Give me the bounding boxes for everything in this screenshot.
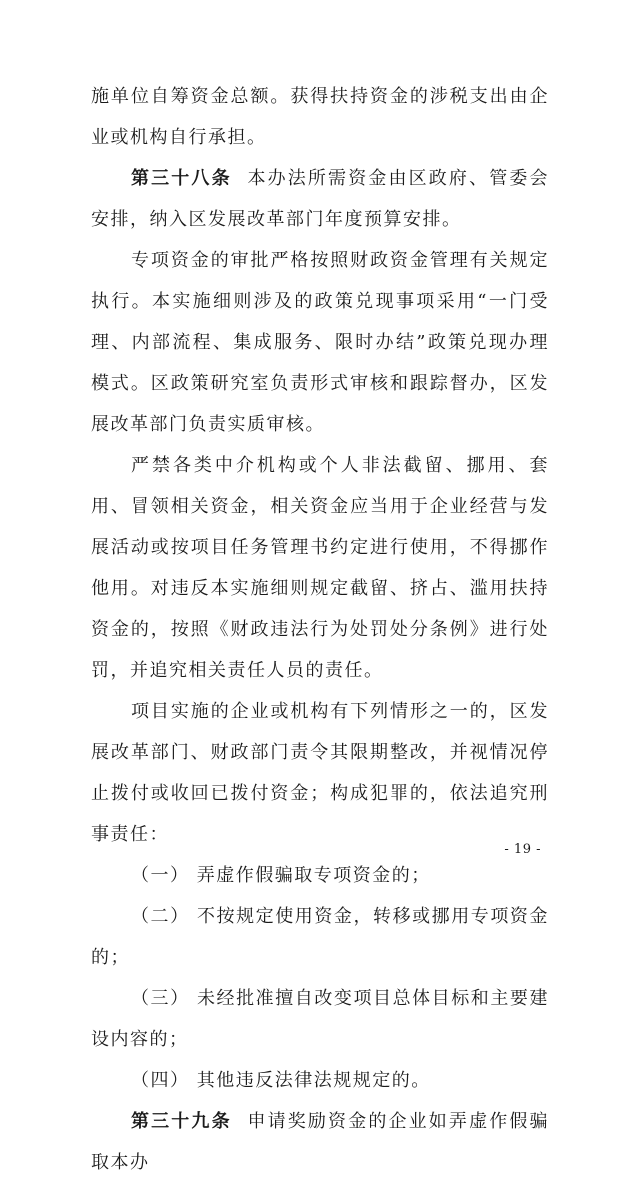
- paragraph-5: [91, 691, 549, 855]
- document-body: [91, 76, 549, 1183]
- list-item-4: [91, 1060, 549, 1101]
- paragraph-1-text: 施单位自筹资金总额。获得扶持资金的涉税支出由企业或机构自行承担。: [91, 86, 549, 148]
- article-38-heading: 第三十八条: [131, 168, 232, 189]
- paragraph-4: [91, 445, 549, 691]
- list-item-1: [91, 855, 549, 896]
- paragraph-3: [91, 240, 549, 445]
- page-number: - 19 -: [504, 842, 541, 857]
- list-item-1-text: （一） 弄虚作假骗取专项资金的；: [131, 865, 431, 886]
- article-38-text: 本办法所需资金由区政府、管委会安排，纳入区发展改革部门年度预算安排。: [91, 168, 549, 230]
- list-item-2: [91, 896, 549, 978]
- paragraph-4-text: 严禁各类中介机构或个人非法截留、挪用、套用、冒领相关资金，相关资金应当用于企业经营与发展活动或按项目任务管理书约定进行使用，不得挪作他用。对违反本实施细则规定截留、挤占、滥用扶持资金的，按照《财政违法行为处罚处分条例》进行处罚，并追究相关责任人员的责任。: [91, 455, 549, 681]
- paragraph-article-39: [91, 1101, 549, 1183]
- list-item-2-text: （二） 不按规定使用资金，转移或挪用专项资金的；: [91, 906, 549, 968]
- list-item-4-text: （四） 其他违反法律法规规定的。: [131, 1070, 431, 1091]
- paragraph-1: [91, 76, 549, 158]
- article-39-text: 申请奖励资金的企业如弄虚作假骗取本办: [91, 1111, 549, 1173]
- paragraph-3-text: 专项资金的审批严格按照财政资金管理有关规定执行。本实施细则涉及的政策兑现事项采用“一门受理、内部流程、集成服务、限时办结”政策兑现办理模式。区政策研究室负责形式审核和跟踪督办，区发展改革部门负责实质审核。: [91, 250, 549, 435]
- paragraph-5-text: 项目实施的企业或机构有下列情形之一的，区发展改革部门、财政部门责令其限期整改，并视情况停止拨付或收回已拨付资金；构成犯罪的，依法追究刑事责任：: [91, 701, 549, 845]
- list-item-3-text: （三） 未经批准擅自改变项目总体目标和主要建设内容的；: [91, 988, 549, 1050]
- list-item-3: [91, 978, 549, 1060]
- paragraph-article-38: [91, 158, 549, 240]
- article-39-heading: 第三十九条: [131, 1111, 232, 1132]
